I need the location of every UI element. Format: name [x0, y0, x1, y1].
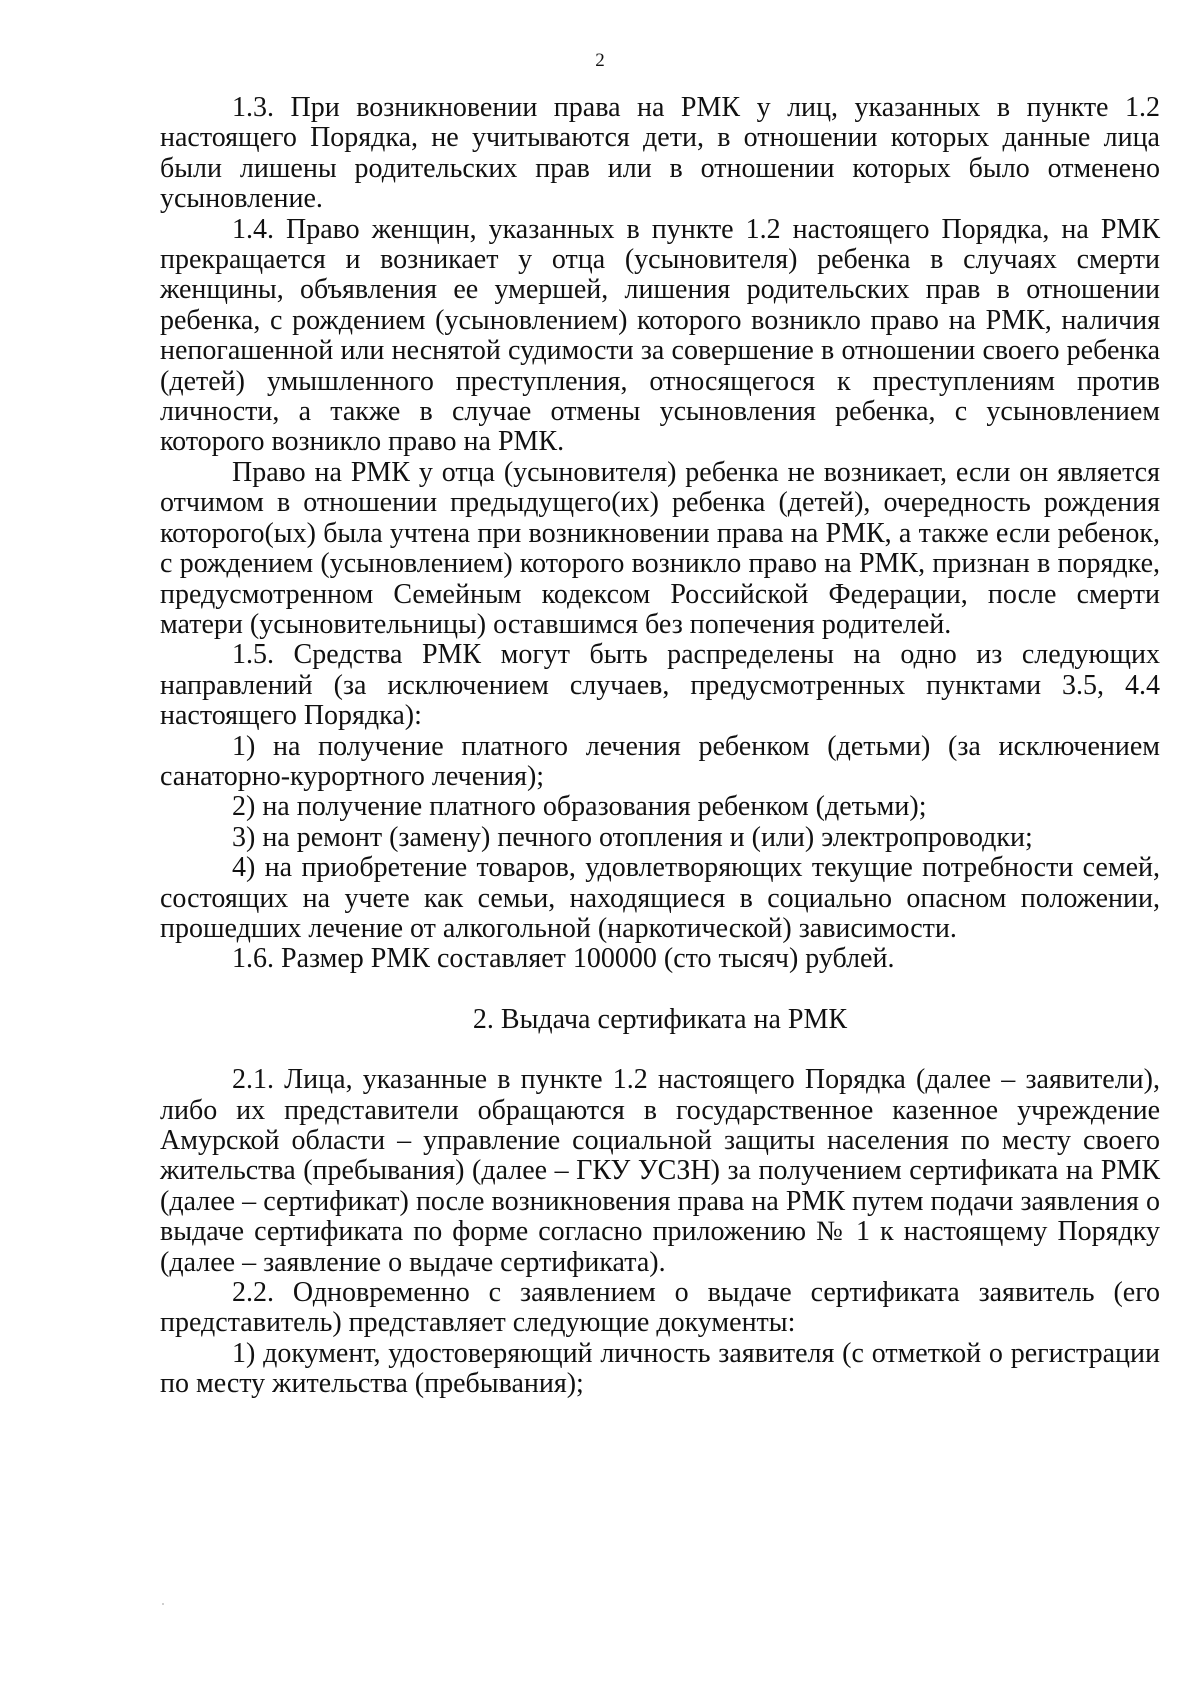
section-heading: 2. Выдача сертификата на РМК [472, 1003, 848, 1035]
document-body [160, 93, 1160, 1400]
paragraph-1-6: 1.6. Размер РМК составляет 100000 (сто тысяч) рублей. [232, 943, 895, 975]
paragraph-1-5: 1.5. Средства РМК могут быть распределены на одно из следующих направлений (за исключением случаев, предусмотренных пунктами 3.5, 4.4 настоящего Порядка): [160, 639, 1160, 732]
paragraph-2-1: 2.1. Лица, указанные в пункте 1.2 настоящего Порядка (далее – заявители), либо их представители обращаются в государственное казенное учреждение Амурской области – управление социальной защиты населения по месту своего жительства (пребывания) (далее – ГКУ УСЗН) за получением сертификата на РМК (далее – сертификат) после возникновения права на РМК путем подачи заявления о выдаче сертификата по форме согласно приложению № 1 к настоящему Порядку (далее – заявление о выдаче сертификата). [160, 1064, 1160, 1278]
scan-artifact [162, 1603, 164, 1605]
list-item-1-5-2: 2) на получение платного образования ребенком (детьми); [232, 791, 927, 823]
list-item-1-5-4: 4) на приобретение товаров, удовлетворяющих текущие потребности семей, состоящих на учете как семьи, находящиеся в социально опасном положении, прошедших лечение от алкогольной (наркотической) зависимости. [160, 852, 1160, 944]
paragraph-1-4: 1.4. Право женщин, указанных в пункте 1.2 настоящего Порядка, на РМК прекращается и возникает у отца (усыновителя) ребенка в случаях смерти женщины, объявления ее умершей, лишения родительских прав в отношении ребенка, с рождением (усыновлением) которого возникло право на РМК, наличия непогашенной или неснятой судимости за совершение в отношении своего ребенка (детей) умышленного преступления, относящегося к преступлениям против личности, а также в случае отмены усыновления ребенка, с усыновлением которого возникло право на РМК. [160, 213, 1160, 458]
list-item-2-2-1: 1) документ, удостоверяющий личность заявителя (с отметкой о регистрации по месту жительства (пребывания); [160, 1337, 1160, 1400]
paragraph-2-2: 2.2. Одновременно с заявлением о выдаче сертификата заявитель (его представитель) представляет следующие документы: [160, 1277, 1160, 1339]
paragraph-1-4-father: Право на РМК у отца (усыновителя) ребенка не возникает, если он является отчимом в отношении предыдущего(их) ребенка (детей), очередность рождения которого(ых) была учтена при возникновении права на РМК, а также если ребенок, с рождением (усыновлением) которого возникло право на РМК, признан в порядке, предусмотренном Семейным кодексом Российской Федерации, после смерти матери (усыновительницы) оставшимся без попечения родителей. [160, 456, 1160, 640]
paragraph-1-3: 1.3. При возникновении права на РМК у лиц, указанных в пункте 1.2 настоящего Порядка, не учитываются дети, в отношении которых данные лица были лишены родительских прав или в отношении которых было отменено усыновление. [160, 92, 1160, 215]
page-number: 2 [595, 50, 605, 71]
list-item-1-5-1: 1) на получение платного лечения ребенком (детьми) (за исключением санаторно-курортного лечения); [160, 730, 1160, 792]
list-item-1-5-3: 3) на ремонт (замену) печного отопления и (или) электропроводки; [232, 821, 1033, 853]
